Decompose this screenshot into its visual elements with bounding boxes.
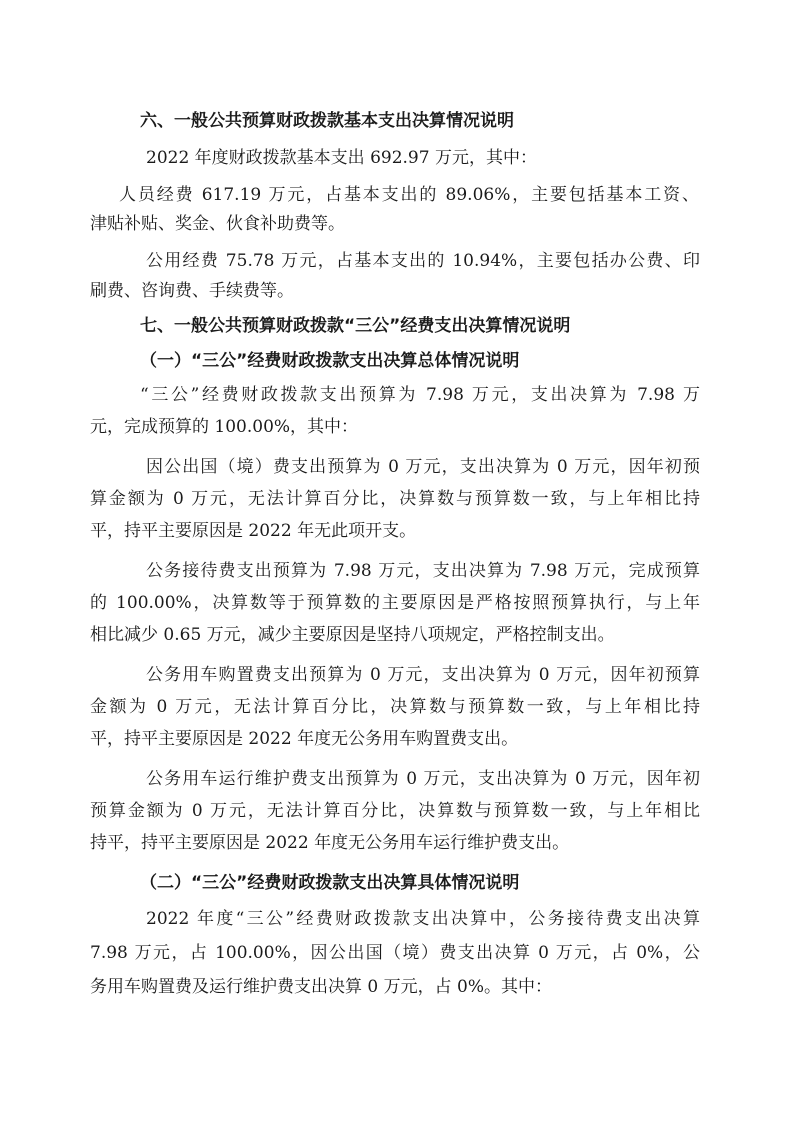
section-7-heading: 七、一般公共预算财政拨款“三公”经费支出决算情况说明 xyxy=(140,316,571,336)
section-6-heading: 六、一般公共预算财政拨款基本支出决算情况说明 xyxy=(140,111,514,131)
paragraph-line: 务用车购置费及运行维护费支出决算 0 万元，占 0%。其中： xyxy=(90,977,552,997)
paragraph-line: 平，持平主要原因是 2022 年无此项开支。 xyxy=(90,521,417,541)
paragraph-line: 平，持平主要原因是 2022 年度无公务用车购置费支出。 xyxy=(90,729,519,749)
paragraph-line: 公用经费 75.78 万元，占基本支出的 10.94%，主要包括办公费、印 xyxy=(146,251,700,271)
paragraph-line: 公务接待费支出预算为 7.98 万元，支出决算为 7.98 万元，完成预算 xyxy=(146,561,700,581)
paragraph-line: 公务用车运行维护费支出预算为 0 万元，支出决算为 0 万元，因年初 xyxy=(146,769,700,789)
paragraph-line: 元，完成预算的 100.00%，其中： xyxy=(90,417,359,437)
paragraph-line: 金额为 0 万元，无法计算百分比，决算数与预算数一致，与上年相比持 xyxy=(90,697,700,717)
paragraph-line: 7.98 万元，占 100.00%，因公出国（境）费支出决算 0 万元，占 0%，公 xyxy=(90,943,700,963)
paragraph-line: 相比减少 0.65 万元，减少主要原因是坚持八项规定，严格控制支出。 xyxy=(90,625,615,645)
paragraph-line: 2022 年度财政拨款基本支出 692.97 万元，其中： xyxy=(146,148,537,168)
paragraph-line: 刷费、咨询费、手续费等。 xyxy=(90,281,294,301)
paragraph-line: 算金额为 0 万元，无法计算百分比，决算数与预算数一致，与上年相比持 xyxy=(90,489,700,509)
paragraph-line: “三公”经费财政拨款支出预算为 7.98 万元，支出决算为 7.98 万 xyxy=(140,385,700,405)
paragraph-line: 人员经费 617.19 万元，占基本支出的 89.06%，主要包括基本工资、 xyxy=(119,185,699,205)
paragraph-line: 津贴补贴、奖金、伙食补助费等。 xyxy=(90,214,345,234)
subsection-2-heading: （二）“三公”经费财政拨款支出决算具体情况说明 xyxy=(140,873,520,893)
subsection-1-heading: （一）“三公”经费财政拨款支出决算总体情况说明 xyxy=(140,351,520,371)
paragraph-line: 因公出国（境）费支出预算为 0 万元，支出决算为 0 万元，因年初预 xyxy=(146,457,700,477)
paragraph-line: 公务用车购置费支出预算为 0 万元，支出决算为 0 万元，因年初预算 xyxy=(146,665,700,685)
paragraph-line: 的 100.00%，决算数等于预算数的主要原因是严格按照预算执行，与上年 xyxy=(90,593,700,613)
paragraph-line: 持平，持平主要原因是 2022 年度无公务用车运行维护费支出。 xyxy=(90,833,570,853)
paragraph-line: 预算金额为 0 万元，无法计算百分比，决算数与预算数一致，与上年相比 xyxy=(90,801,700,821)
paragraph-line: 2022 年度“三公”经费财政拨款支出决算中，公务接待费支出决算 xyxy=(146,909,700,929)
